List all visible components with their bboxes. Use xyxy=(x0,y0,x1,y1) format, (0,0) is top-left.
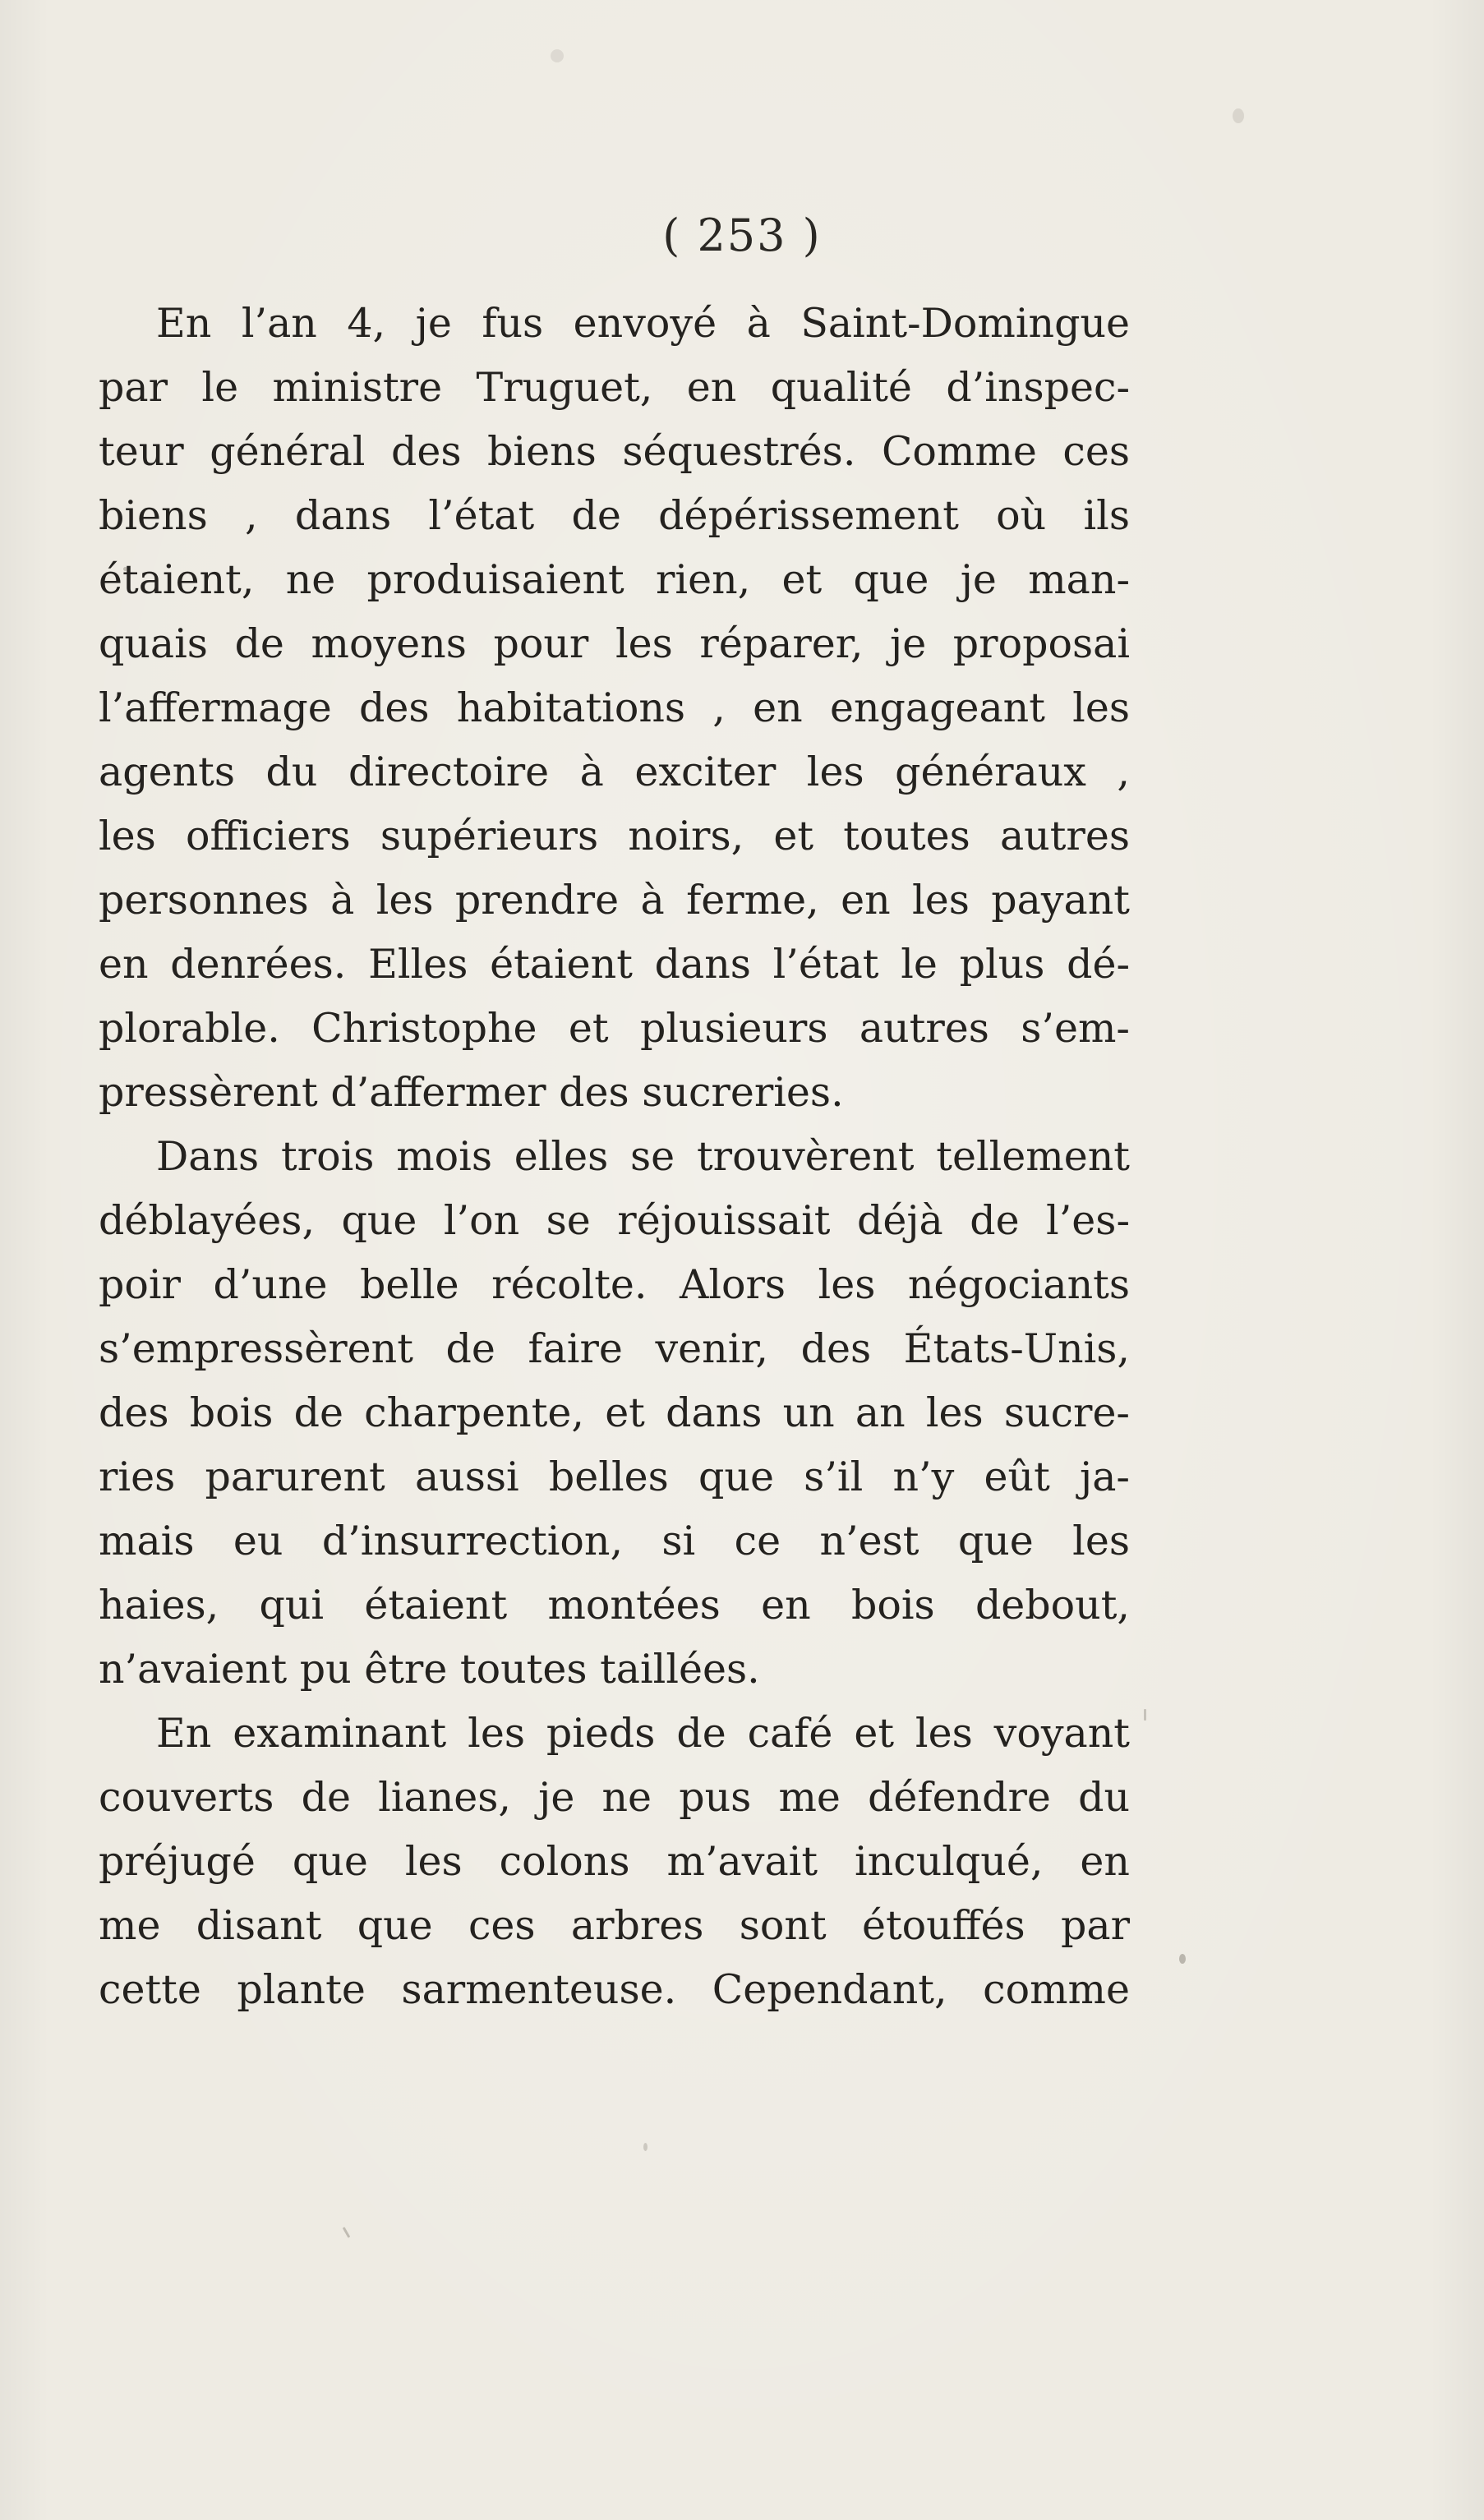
text-line: étaient, ne produisaient rien, et que je man- xyxy=(99,556,1130,603)
text-line: agents du directoire à exciter les généraux , xyxy=(99,749,1130,795)
paper-speck xyxy=(343,2227,351,2238)
text-line: Dans trois mois elles se trouvèrent tellement xyxy=(156,1133,1130,1180)
text-line: cette plante sarmenteuse. Cependant, comme xyxy=(99,1966,1130,2013)
text-line: déblayées, que l’on se réjouissait déjà de l’es- xyxy=(99,1197,1130,1244)
text-line: En examinant les pieds de café et les voyant xyxy=(156,1710,1130,1757)
text-line: ries parurent aussi belles que s’il n’y eût ja- xyxy=(99,1453,1130,1500)
paper-speck xyxy=(1144,1709,1146,1721)
text-line: quais de moyens pour les réparer, je proposai xyxy=(99,620,1130,667)
text-line: en denrées. Elles étaient dans l’état le plus dé- xyxy=(99,941,1130,988)
paper-speck xyxy=(1179,1954,1186,1964)
text-line: haies, qui étaient montées en bois debout, xyxy=(99,1582,1130,1629)
text-line: n’avaient pu être toutes taillées. xyxy=(99,1646,760,1693)
text-line: En l’an 4, je fus envoyé à Saint-Domingue xyxy=(156,300,1130,347)
text-line: pressèrent d’affermer des sucreries. xyxy=(99,1069,844,1116)
text-line: des bois de charpente, et dans un an les sucre- xyxy=(99,1389,1130,1436)
body-text xyxy=(99,292,1130,2022)
text-line: biens , dans l’état de dépérissement où ils xyxy=(99,492,1130,539)
text-line: plorable. Christophe et plusieurs autres s’em- xyxy=(99,1005,1130,1052)
text-line: par le ministre Truguet, en qualité d’inspec- xyxy=(99,364,1130,411)
text-line: couverts de lianes, je ne pus me défendre du xyxy=(99,1774,1130,1821)
text-line: poir d’une belle récolte. Alors les négociants xyxy=(99,1261,1130,1308)
text-line: s’empressèrent de faire venir, des États-Unis, xyxy=(99,1325,1130,1372)
text-line: personnes à les prendre à ferme, en les payant xyxy=(99,877,1130,924)
text-line: les officiers supérieurs noirs, et toutes autres xyxy=(99,813,1130,859)
page-number: ( 253 ) xyxy=(662,210,822,261)
paper-speck xyxy=(643,2143,648,2151)
paper-speck xyxy=(123,567,127,571)
text-line: préjugé que les colons m’avait inculqué, en xyxy=(99,1838,1130,1885)
text-line: teur général des biens séquestrés. Comme ces xyxy=(99,428,1130,475)
paper-speck xyxy=(551,49,564,62)
text-line: me disant que ces arbres sont étouffés par xyxy=(99,1902,1130,1949)
text-line: mais eu d’insurrection, si ce n’est que les xyxy=(99,1518,1130,1564)
paper-speck xyxy=(1233,108,1244,123)
text-line: l’affermage des habitations , en engageant les xyxy=(99,684,1130,731)
